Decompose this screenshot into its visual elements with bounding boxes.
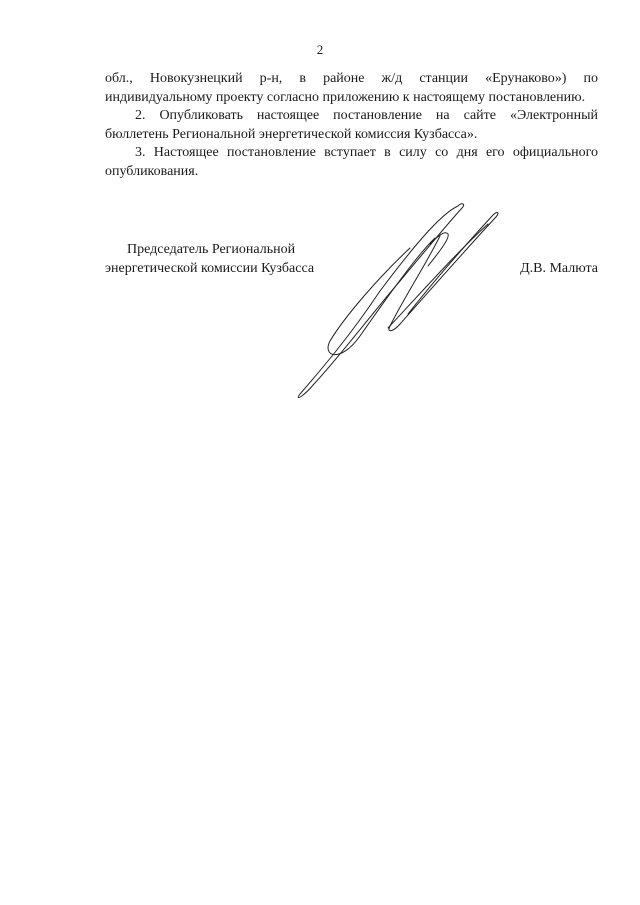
signatory-name: Д.В. Малюта — [520, 261, 598, 276]
paragraph-publication: 2. Опубликовать настоящее постановление на сайте «Электронный бюллетень Региональной энергетической комиссия Кузбасса». — [105, 108, 598, 142]
paragraph-effective-date: 3. Настоящее постановление вступает в силу со дня его официального опубликования. — [105, 145, 598, 179]
page-number: 2 — [316, 42, 324, 57]
paragraph-continuation: обл., Новокузнецкий р-н, в районе ж/д станции «Ерунаково») по индивидуальному проекту согласно приложению к настоящему постановлению. — [105, 71, 598, 105]
signatory-title — [105, 240, 314, 278]
signatory-title-line2: энергетической комиссии Кузбасса — [105, 261, 315, 276]
document-body — [105, 70, 598, 181]
handwritten-signature-icon — [290, 196, 510, 406]
signatory-title-line1: Председатель Региональной — [127, 242, 296, 257]
